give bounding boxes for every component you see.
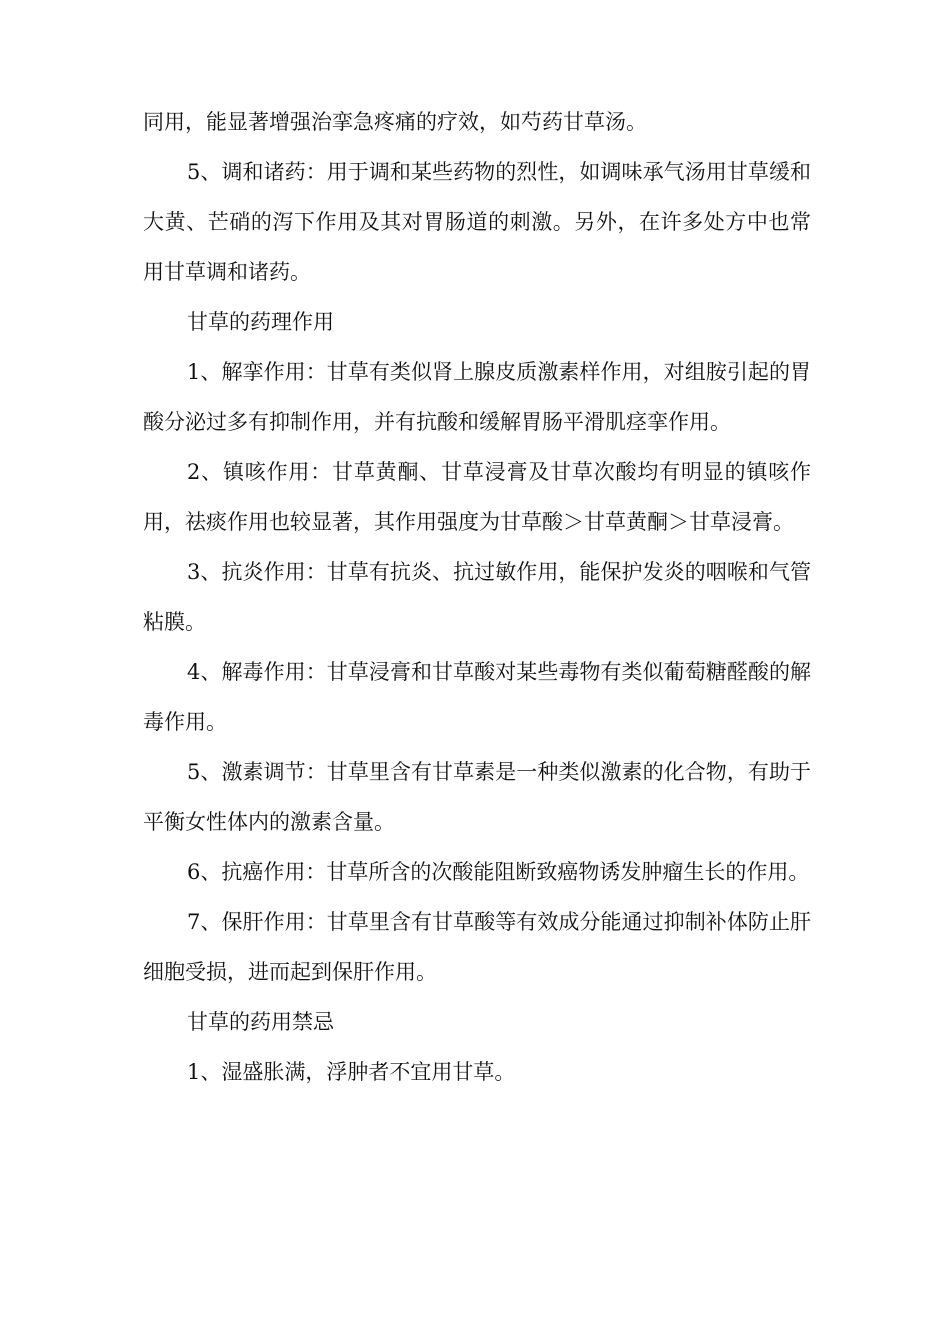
document-body: [143, 97, 811, 1097]
paragraph-liver-protection: 7、保肝作用：甘草里含有甘草酸等有效成分能通过抑制补体防止肝细胞受损，进而起到保肝作用。: [143, 910, 811, 984]
paragraph-continuation: 同用，能显著增强治挛急疼痛的疗效，如芍药甘草汤。: [143, 110, 647, 134]
paragraph-antispasmodic: 1、解挛作用：甘草有类似肾上腺皮质激素样作用，对组胺引起的胃酸分泌过多有抑制作用，并有抗酸和缓解胃肠平滑肌痉挛作用。: [143, 360, 811, 434]
paragraph-harmonize-herbs: 5、调和诸药：用于调和某些药物的烈性，如调味承气汤用甘草缓和大黄、芒硝的泻下作用及其对胃肠道的刺激。另外，在许多处方中也常用甘草调和诸药。: [143, 160, 811, 284]
section-heading-pharmacology: 甘草的药理作用: [187, 310, 334, 334]
paragraph-anti-inflammatory: 3、抗炎作用：甘草有抗炎、抗过敏作用，能保护发炎的咽喉和气管粘膜。: [143, 560, 811, 634]
section-heading-contraindications: 甘草的药用禁忌: [187, 1010, 334, 1034]
paragraph-detoxification: 4、解毒作用：甘草浸膏和甘草酸对某些毒物有类似葡萄糖醛酸的解毒作用。: [143, 660, 811, 734]
paragraph-contraindication-1: 1、湿盛胀满，浮肿者不宜用甘草。: [187, 1060, 516, 1084]
paragraph-anticancer: 6、抗癌作用：甘草所含的次酸能阻断致癌物诱发肿瘤生长的作用。: [187, 860, 810, 884]
paragraph-hormone-regulation: 5、激素调节：甘草里含有甘草素是一种类似激素的化合物，有助于平衡女性体内的激素含量。: [143, 760, 811, 834]
paragraph-antitussive: 2、镇咳作用：甘草黄酮、甘草浸膏及甘草次酸均有明显的镇咳作用，祛痰作用也较显著，其作用强度为甘草酸＞甘草黄酮＞甘草浸膏。: [143, 460, 811, 534]
